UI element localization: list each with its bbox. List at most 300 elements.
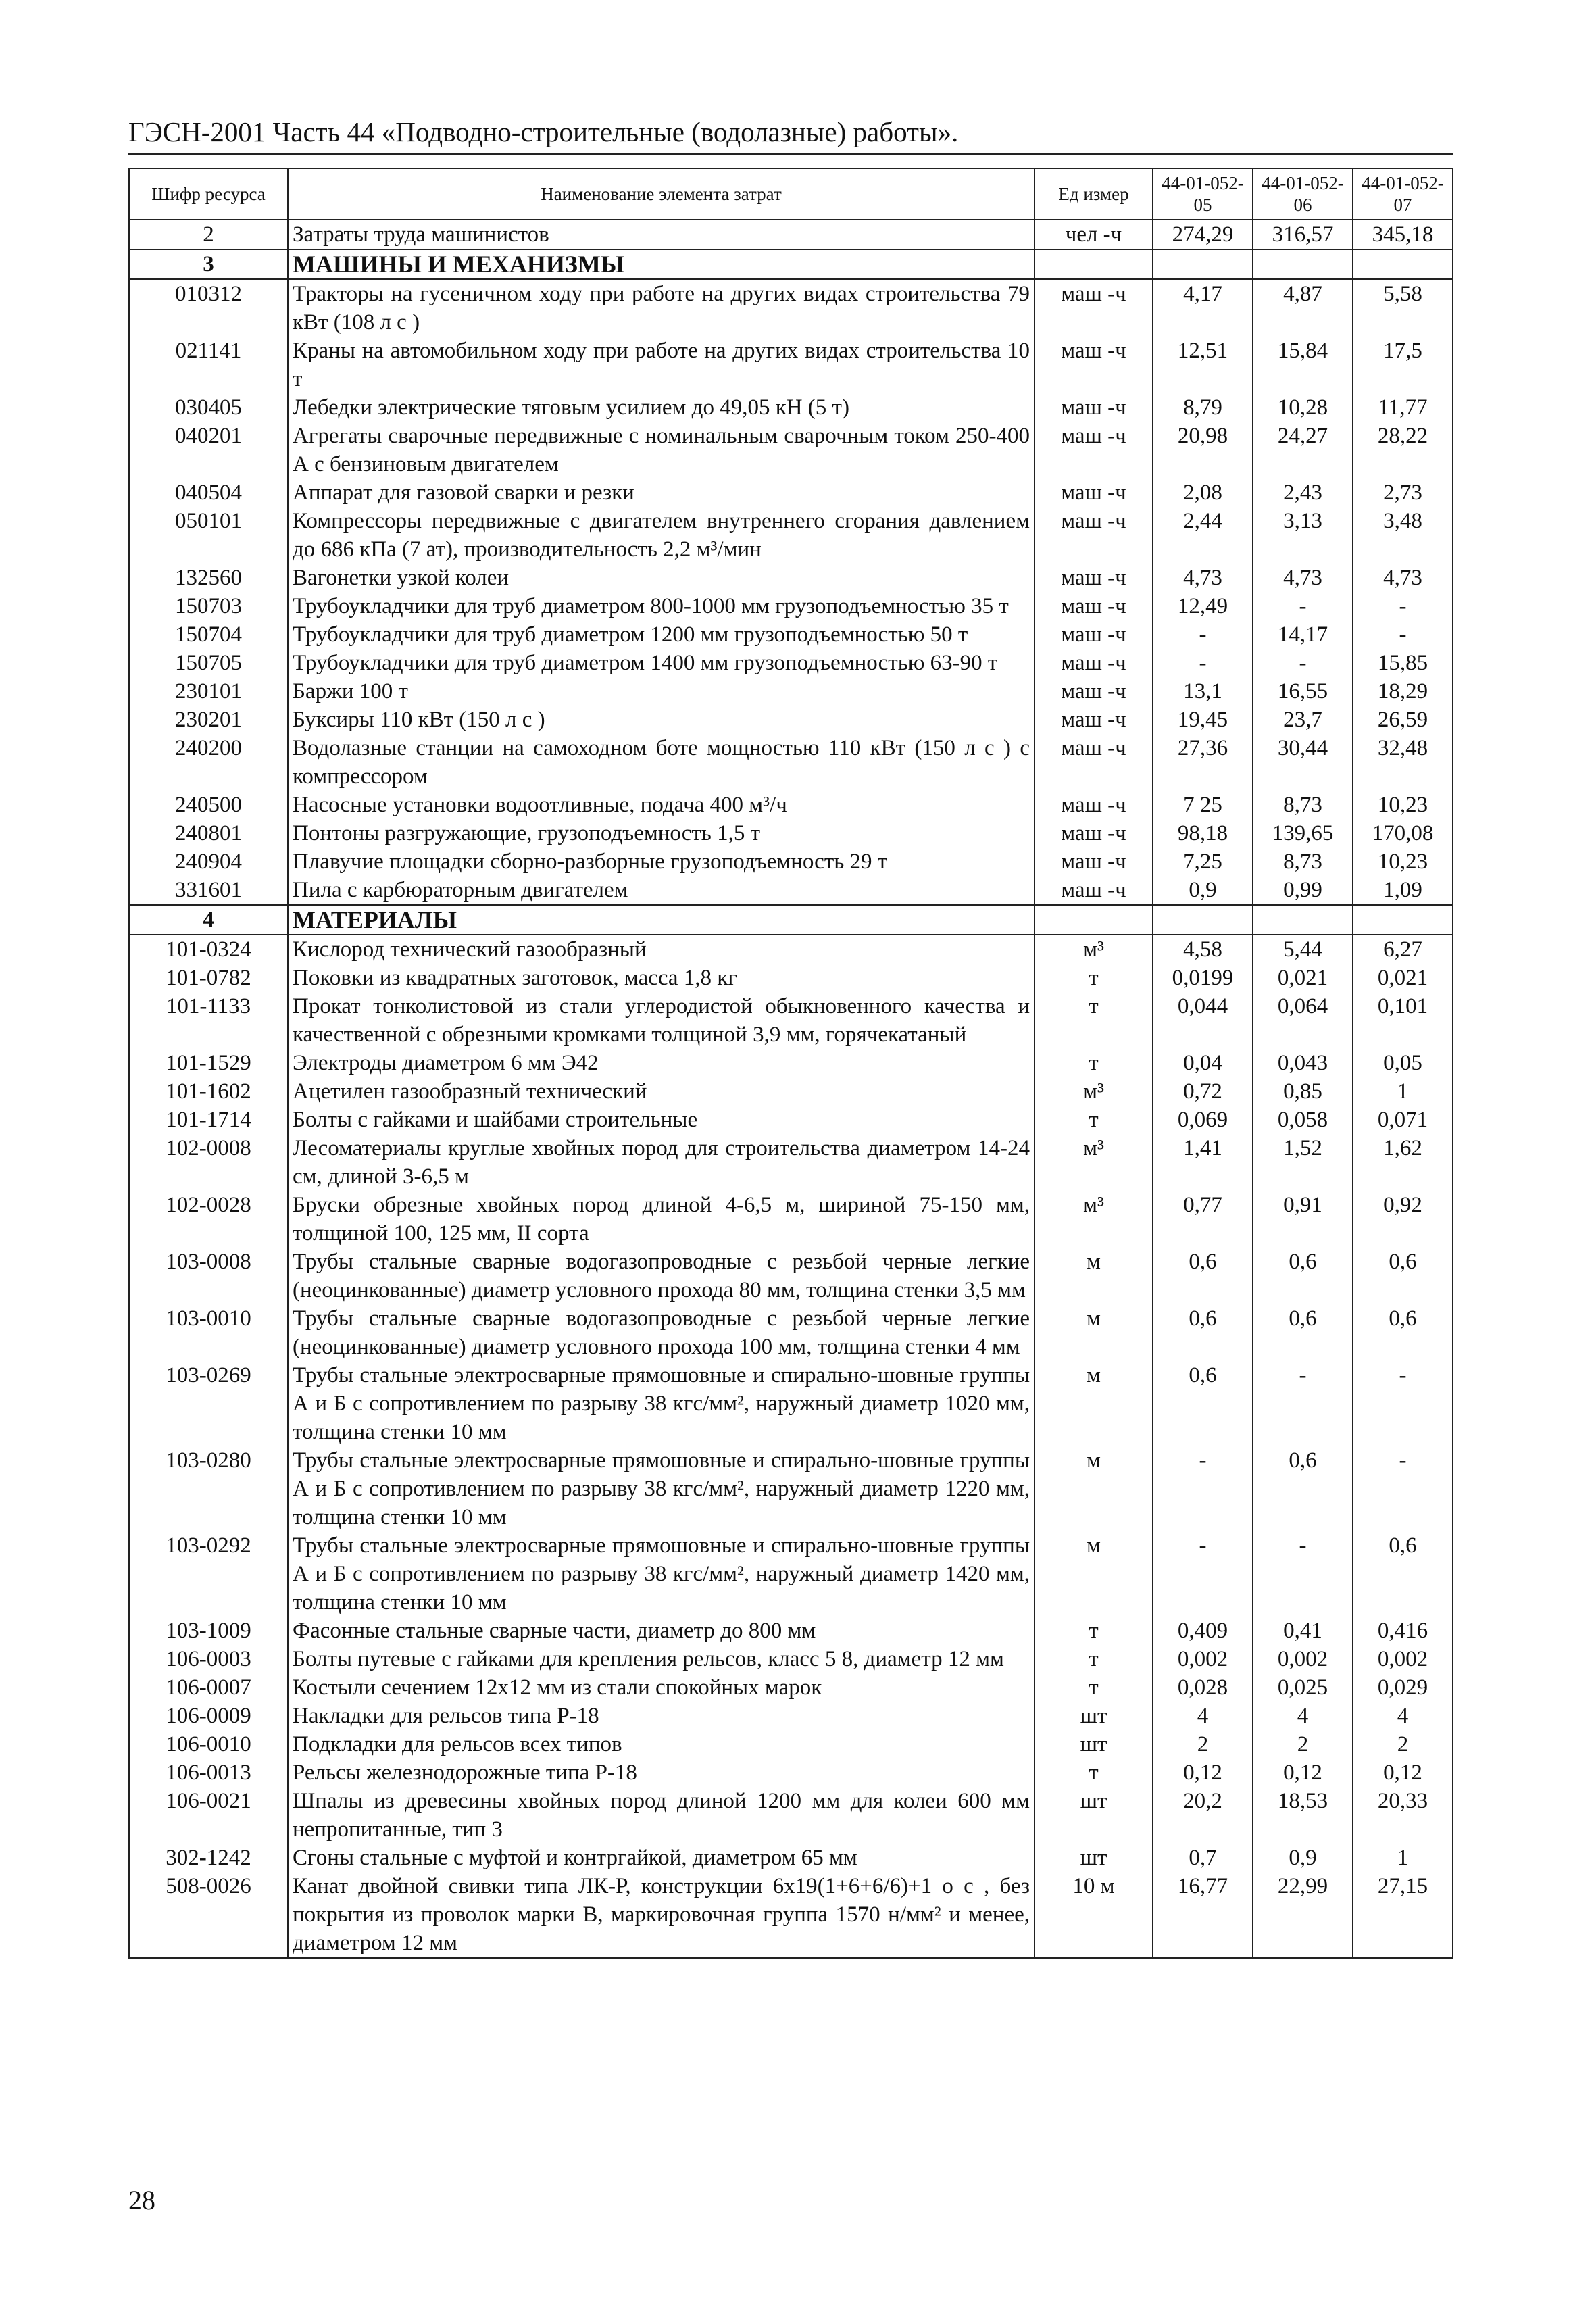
table-row bbox=[129, 1077, 1453, 1106]
cell-v2: - bbox=[1253, 592, 1353, 620]
cell-code: 101-1714 bbox=[129, 1106, 288, 1134]
cell-v1: 27,36 bbox=[1153, 734, 1253, 791]
cell-v3: 15,85 bbox=[1353, 649, 1453, 677]
cell-v1: 19,45 bbox=[1153, 706, 1253, 734]
cell-v1: 4,73 bbox=[1153, 564, 1253, 592]
cell-code: 040201 bbox=[129, 422, 288, 478]
cell-unit: маш -ч bbox=[1034, 706, 1153, 734]
cell-name: Лебедки электрические тяговым усилием до 49,05 кН (5 т) bbox=[288, 393, 1034, 422]
cell-v2: 0,043 bbox=[1253, 1049, 1353, 1077]
cell-code: 103-1009 bbox=[129, 1617, 288, 1645]
cell-v1: 20,2 bbox=[1153, 1787, 1253, 1844]
cell-code: 240801 bbox=[129, 819, 288, 847]
table-row bbox=[129, 847, 1453, 876]
cell-name: Костыли сечением 12х12 мм из стали спокойных марок bbox=[288, 1673, 1034, 1702]
cell-name: МАТЕРИАЛЫ bbox=[288, 905, 1034, 935]
col-header-code: Шифр ресурса bbox=[129, 168, 288, 220]
cell-v2: 0,058 bbox=[1253, 1106, 1353, 1134]
cell-v2: 15,84 bbox=[1253, 337, 1353, 393]
cell-unit: шт bbox=[1034, 1702, 1153, 1730]
table-row bbox=[129, 1758, 1453, 1787]
table-row bbox=[129, 1446, 1453, 1531]
cell-v3: 0,05 bbox=[1353, 1049, 1453, 1077]
cell-v1: 274,29 bbox=[1153, 220, 1253, 249]
cell-v1: 0,6 bbox=[1153, 1361, 1253, 1446]
cell-v3: 1,62 bbox=[1353, 1134, 1453, 1191]
cell-code: 102-0008 bbox=[129, 1134, 288, 1191]
cell-unit: м³ bbox=[1034, 1134, 1153, 1191]
cell-code: 021141 bbox=[129, 337, 288, 393]
cell-unit: т bbox=[1034, 964, 1153, 992]
cell-unit: маш -ч bbox=[1034, 677, 1153, 706]
table-row bbox=[129, 1361, 1453, 1446]
cell-v1: 4 bbox=[1153, 1702, 1253, 1730]
cell-code: 106-0003 bbox=[129, 1645, 288, 1673]
cell-unit: м bbox=[1034, 1304, 1153, 1361]
cell-v2: 0,002 bbox=[1253, 1645, 1353, 1673]
cell-v3: 26,59 bbox=[1353, 706, 1453, 734]
cell-code: 030405 bbox=[129, 393, 288, 422]
cell-unit: м bbox=[1034, 1446, 1153, 1531]
cell-name: Агрегаты сварочные передвижные с номинальным сварочным током 250-400 А с бензиновым двигателем bbox=[288, 422, 1034, 478]
cell-v2: 24,27 bbox=[1253, 422, 1353, 478]
cell-code: 101-0782 bbox=[129, 964, 288, 992]
cell-unit: маш -ч bbox=[1034, 847, 1153, 876]
cell-name: Трубы стальные электросварные прямошовные и спирально-шовные группы А и Б с сопротивлением по разрыву 38 кгс/мм², наружный диаметр 1220 мм, толщина стенки 10 мм bbox=[288, 1446, 1034, 1531]
cell-v3: 1 bbox=[1353, 1077, 1453, 1106]
cell-v1 bbox=[1153, 905, 1253, 935]
cell-v3: 10,23 bbox=[1353, 791, 1453, 819]
cell-v2: - bbox=[1253, 649, 1353, 677]
cell-name: Компрессоры передвижные с двигателем внутреннего сгорания давлением до 686 кПа (7 ат), производительность 2,2 м³/мин bbox=[288, 507, 1034, 564]
cell-unit: маш -ч bbox=[1034, 592, 1153, 620]
cell-v2: 16,55 bbox=[1253, 677, 1353, 706]
cell-code: 040504 bbox=[129, 478, 288, 507]
cell-v1: 0,028 bbox=[1153, 1673, 1253, 1702]
cell-v1: 20,98 bbox=[1153, 422, 1253, 478]
cell-code: 2 bbox=[129, 220, 288, 249]
cell-unit: шт bbox=[1034, 1787, 1153, 1844]
cell-code: 103-0269 bbox=[129, 1361, 288, 1446]
cell-unit: т bbox=[1034, 1645, 1153, 1673]
cell-code: 132560 bbox=[129, 564, 288, 592]
cell-v3: 0,92 bbox=[1353, 1191, 1453, 1248]
table-row bbox=[129, 791, 1453, 819]
cell-v2: 0,99 bbox=[1253, 876, 1353, 905]
cell-v1: 0,409 bbox=[1153, 1617, 1253, 1645]
table-row bbox=[129, 1702, 1453, 1730]
cell-v2: 4,87 bbox=[1253, 279, 1353, 337]
cell-v1: 4,17 bbox=[1153, 279, 1253, 337]
cell-unit: т bbox=[1034, 1617, 1153, 1645]
cell-v2: - bbox=[1253, 1531, 1353, 1617]
cell-code: 331601 bbox=[129, 876, 288, 905]
cell-unit: маш -ч bbox=[1034, 649, 1153, 677]
cell-name: Ацетилен газообразный технический bbox=[288, 1077, 1034, 1106]
cell-v1: 0,72 bbox=[1153, 1077, 1253, 1106]
cell-name: МАШИНЫ И МЕХАНИЗМЫ bbox=[288, 249, 1034, 279]
table-row bbox=[129, 620, 1453, 649]
cell-v3: - bbox=[1353, 620, 1453, 649]
cell-v2: 18,53 bbox=[1253, 1787, 1353, 1844]
cell-v2: 2 bbox=[1253, 1730, 1353, 1758]
cell-unit: 10 м bbox=[1034, 1872, 1153, 1958]
cell-unit: м bbox=[1034, 1248, 1153, 1304]
cell-name: Трубы стальные электросварные прямошовные и спирально-шовные группы А и Б с сопротивлением по разрыву 38 кгс/мм², наружный диаметр 1420 мм, толщина стенки 10 мм bbox=[288, 1531, 1034, 1617]
cell-v2: 0,41 bbox=[1253, 1617, 1353, 1645]
cell-v1: 0,002 bbox=[1153, 1645, 1253, 1673]
cell-name: Насосные установки водоотливные, подача 400 м³/ч bbox=[288, 791, 1034, 819]
table-row bbox=[129, 935, 1453, 964]
cell-name: Канат двойной свивки типа ЛК-Р, конструкции 6х19(1+6+6/6)+1 о с , без покрытия из проволок марки В, маркировочная группа 1570 н/мм² и менее, диаметром 12 мм bbox=[288, 1872, 1034, 1958]
cell-name: Лесоматериалы круглые хвойных пород для строительства диаметром 14-24 см, длиной 3-6,5 м bbox=[288, 1134, 1034, 1191]
table-row bbox=[129, 1645, 1453, 1673]
cell-v1: 0,6 bbox=[1153, 1248, 1253, 1304]
cell-unit: м³ bbox=[1034, 935, 1153, 964]
cell-v1: - bbox=[1153, 1531, 1253, 1617]
cell-v2: 10,28 bbox=[1253, 393, 1353, 422]
cell-name: Затраты труда машинистов bbox=[288, 220, 1034, 249]
cell-name: Болты с гайками и шайбами строительные bbox=[288, 1106, 1034, 1134]
cell-v1: 2 bbox=[1153, 1730, 1253, 1758]
table-row bbox=[129, 1730, 1453, 1758]
cell-unit: маш -ч bbox=[1034, 876, 1153, 905]
table-row bbox=[129, 992, 1453, 1049]
cell-unit: маш -ч bbox=[1034, 478, 1153, 507]
cell-v3: 0,6 bbox=[1353, 1531, 1453, 1617]
cell-name: Трубы стальные сварные водогазопроводные с резьбой черные легкие (неоцинкованные) диаметр условного прохода 80 мм, толщина стенки 3,5 мм bbox=[288, 1248, 1034, 1304]
cell-name: Накладки для рельсов типа Р-18 bbox=[288, 1702, 1034, 1730]
cell-unit: м³ bbox=[1034, 1191, 1153, 1248]
table-row bbox=[129, 564, 1453, 592]
cell-v1: 0,7 bbox=[1153, 1844, 1253, 1872]
cell-v3 bbox=[1353, 905, 1453, 935]
cell-v2: 0,9 bbox=[1253, 1844, 1353, 1872]
cell-v1: 1,41 bbox=[1153, 1134, 1253, 1191]
cell-v1: - bbox=[1153, 1446, 1253, 1531]
cell-v1: 8,79 bbox=[1153, 393, 1253, 422]
cell-v2: - bbox=[1253, 1361, 1353, 1446]
cell-v3: 27,15 bbox=[1353, 1872, 1453, 1958]
cell-v3: 4 bbox=[1353, 1702, 1453, 1730]
cell-v1: 0,069 bbox=[1153, 1106, 1253, 1134]
cell-code: 106-0021 bbox=[129, 1787, 288, 1844]
cell-v3: 0,029 bbox=[1353, 1673, 1453, 1702]
cell-name: Прокат тонколистовой из стали углеродистой обыкновенного качества и качественной с обрезными кромками толщиной 3,9 мм, горячекатаный bbox=[288, 992, 1034, 1049]
cell-unit: чел -ч bbox=[1034, 220, 1153, 249]
cell-name: Подкладки для рельсов всех типов bbox=[288, 1730, 1034, 1758]
cell-name: Трубоукладчики для труб диаметром 1400 мм грузоподъемностью 63-90 т bbox=[288, 649, 1034, 677]
table-row bbox=[129, 592, 1453, 620]
cell-code: 106-0009 bbox=[129, 1702, 288, 1730]
cell-name: Болты путевые с гайками для крепления рельсов, класс 5 8, диаметр 12 мм bbox=[288, 1645, 1034, 1673]
cell-name: Водолазные станции на самоходном боте мощностью 110 кВт (150 л с ) с компрессором bbox=[288, 734, 1034, 791]
cell-name: Шпалы из древесины хвойных пород длиной 1200 мм для колеи 600 мм непропитанные, тип 3 bbox=[288, 1787, 1034, 1844]
table-row bbox=[129, 507, 1453, 564]
cell-v3: 1 bbox=[1353, 1844, 1453, 1872]
cell-v2: 0,025 bbox=[1253, 1673, 1353, 1702]
cell-name: Аппарат для газовой сварки и резки bbox=[288, 478, 1034, 507]
cell-v3: 0,6 bbox=[1353, 1248, 1453, 1304]
cell-name: Фасонные стальные сварные части, диаметр до 800 мм bbox=[288, 1617, 1034, 1645]
cell-v2: 5,44 bbox=[1253, 935, 1353, 964]
cell-v1: 7,25 bbox=[1153, 847, 1253, 876]
cell-v2: 0,6 bbox=[1253, 1304, 1353, 1361]
cell-v3: 170,08 bbox=[1353, 819, 1453, 847]
page-number: 28 bbox=[128, 2185, 155, 2215]
cell-v1: 7 25 bbox=[1153, 791, 1253, 819]
cell-name: Плавучие площадки сборно-разборные грузоподъемность 29 т bbox=[288, 847, 1034, 876]
cell-unit: т bbox=[1034, 1758, 1153, 1787]
section-row bbox=[129, 905, 1453, 935]
cell-v3: 10,23 bbox=[1353, 847, 1453, 876]
cell-v2: 23,7 bbox=[1253, 706, 1353, 734]
cell-unit: т bbox=[1034, 992, 1153, 1049]
cell-unit: т bbox=[1034, 1673, 1153, 1702]
table-row bbox=[129, 1617, 1453, 1645]
table-row bbox=[129, 1844, 1453, 1872]
cell-v1: 0,77 bbox=[1153, 1191, 1253, 1248]
cell-v2: 0,064 bbox=[1253, 992, 1353, 1049]
cell-unit: м³ bbox=[1034, 1077, 1153, 1106]
cell-v2: 316,57 bbox=[1253, 220, 1353, 249]
col-header-name: Наименование элемента затрат bbox=[288, 168, 1034, 220]
cell-v3: 0,071 bbox=[1353, 1106, 1453, 1134]
resource-table bbox=[128, 168, 1453, 1959]
table-row bbox=[129, 478, 1453, 507]
cell-code: 508-0026 bbox=[129, 1872, 288, 1958]
cell-v1 bbox=[1153, 249, 1253, 279]
table-row bbox=[129, 393, 1453, 422]
table-row bbox=[129, 677, 1453, 706]
cell-code: 230101 bbox=[129, 677, 288, 706]
cell-code: 240500 bbox=[129, 791, 288, 819]
cell-unit: маш -ч bbox=[1034, 734, 1153, 791]
cell-v3: 11,77 bbox=[1353, 393, 1453, 422]
cell-v1: - bbox=[1153, 620, 1253, 649]
cell-name: Трубы стальные электросварные прямошовные и спирально-шовные группы А и Б с сопротивлением по разрыву 38 кгс/мм², наружный диаметр 1020 мм, толщина стенки 10 мм bbox=[288, 1361, 1034, 1446]
cell-unit: шт bbox=[1034, 1730, 1153, 1758]
cell-v2 bbox=[1253, 249, 1353, 279]
cell-code: 101-1602 bbox=[129, 1077, 288, 1106]
cell-code: 106-0013 bbox=[129, 1758, 288, 1787]
cell-code: 103-0008 bbox=[129, 1248, 288, 1304]
cell-unit: маш -ч bbox=[1034, 620, 1153, 649]
cell-v2: 0,021 bbox=[1253, 964, 1353, 992]
table-row bbox=[129, 819, 1453, 847]
cell-v3: 0,002 bbox=[1353, 1645, 1453, 1673]
cell-v1: 98,18 bbox=[1153, 819, 1253, 847]
table-row bbox=[129, 422, 1453, 478]
cell-unit: маш -ч bbox=[1034, 279, 1153, 337]
table-row bbox=[129, 964, 1453, 992]
page-header: ГЭСН-2001 Часть 44 «Подводно-строительные (водолазные) работы». bbox=[128, 115, 1453, 155]
table-header-row bbox=[129, 168, 1453, 220]
cell-unit: т bbox=[1034, 1106, 1153, 1134]
table-row bbox=[129, 1673, 1453, 1702]
cell-name: Понтоны разгружающие, грузоподъемность 1,5 т bbox=[288, 819, 1034, 847]
cell-v1: 16,77 bbox=[1153, 1872, 1253, 1958]
cell-v2: 1,52 bbox=[1253, 1134, 1353, 1191]
cell-v3: 2,73 bbox=[1353, 478, 1453, 507]
cell-code: 150703 bbox=[129, 592, 288, 620]
cell-v3: 0,12 bbox=[1353, 1758, 1453, 1787]
cell-v2: 14,17 bbox=[1253, 620, 1353, 649]
cell-code: 101-1133 bbox=[129, 992, 288, 1049]
cell-v1: 4,58 bbox=[1153, 935, 1253, 964]
cell-name: Поковки из квадратных заготовок, масса 1,8 кг bbox=[288, 964, 1034, 992]
cell-unit: маш -ч bbox=[1034, 564, 1153, 592]
cell-name: Рельсы железнодорожные типа Р-18 bbox=[288, 1758, 1034, 1787]
cell-code: 103-0292 bbox=[129, 1531, 288, 1617]
cell-name: Сгоны стальные с муфтой и контргайкой, диаметром 65 мм bbox=[288, 1844, 1034, 1872]
cell-name: Краны на автомобильном ходу при работе на других видах строительства 10 т bbox=[288, 337, 1034, 393]
cell-v2: 2,43 bbox=[1253, 478, 1353, 507]
col-header-052-07: 44-01-052-07 bbox=[1353, 168, 1453, 220]
cell-v2: 0,85 bbox=[1253, 1077, 1353, 1106]
cell-v3: - bbox=[1353, 1361, 1453, 1446]
cell-v1: - bbox=[1153, 649, 1253, 677]
cell-v3: 1,09 bbox=[1353, 876, 1453, 905]
cell-code: 230201 bbox=[129, 706, 288, 734]
cell-v3: 0,101 bbox=[1353, 992, 1453, 1049]
cell-unit: маш -ч bbox=[1034, 507, 1153, 564]
cell-v3: 32,48 bbox=[1353, 734, 1453, 791]
cell-v3: 3,48 bbox=[1353, 507, 1453, 564]
cell-name: Трубоукладчики для труб диаметром 1200 мм грузоподъемностью 50 т bbox=[288, 620, 1034, 649]
table-row bbox=[129, 1248, 1453, 1304]
cell-unit: т bbox=[1034, 1049, 1153, 1077]
col-header-unit: Ед измер bbox=[1034, 168, 1153, 220]
table-row bbox=[129, 876, 1453, 905]
section-row bbox=[129, 249, 1453, 279]
cell-unit: шт bbox=[1034, 1844, 1153, 1872]
cell-v3: 0,021 bbox=[1353, 964, 1453, 992]
table-row bbox=[129, 220, 1453, 249]
cell-unit bbox=[1034, 249, 1153, 279]
cell-v1: 13,1 bbox=[1153, 677, 1253, 706]
cell-code: 3 bbox=[129, 249, 288, 279]
table-row bbox=[129, 1106, 1453, 1134]
table-row bbox=[129, 1191, 1453, 1248]
cell-v2: 139,65 bbox=[1253, 819, 1353, 847]
cell-v1: 0,6 bbox=[1153, 1304, 1253, 1361]
cell-v1: 12,51 bbox=[1153, 337, 1253, 393]
cell-v3: 2 bbox=[1353, 1730, 1453, 1758]
cell-v2: 8,73 bbox=[1253, 847, 1353, 876]
col-header-052-06: 44-01-052-06 bbox=[1253, 168, 1353, 220]
cell-v1: 0,044 bbox=[1153, 992, 1253, 1049]
cell-name: Баржи 100 т bbox=[288, 677, 1034, 706]
cell-code: 150704 bbox=[129, 620, 288, 649]
cell-v3: 28,22 bbox=[1353, 422, 1453, 478]
cell-code: 103-0280 bbox=[129, 1446, 288, 1531]
table-row bbox=[129, 706, 1453, 734]
cell-v1: 0,04 bbox=[1153, 1049, 1253, 1077]
cell-v3: 17,5 bbox=[1353, 337, 1453, 393]
cell-unit: м bbox=[1034, 1361, 1153, 1446]
col-header-052-05: 44-01-052-05 bbox=[1153, 168, 1253, 220]
cell-v2 bbox=[1253, 905, 1353, 935]
cell-v1: 2,08 bbox=[1153, 478, 1253, 507]
cell-name: Вагонетки узкой колеи bbox=[288, 564, 1034, 592]
cell-unit: маш -ч bbox=[1034, 422, 1153, 478]
table-row bbox=[129, 1531, 1453, 1617]
cell-code: 102-0028 bbox=[129, 1191, 288, 1248]
cell-v2: 0,6 bbox=[1253, 1446, 1353, 1531]
cell-code: 010312 bbox=[129, 279, 288, 337]
cell-name: Буксиры 110 кВт (150 л с ) bbox=[288, 706, 1034, 734]
cell-v3 bbox=[1353, 249, 1453, 279]
cell-code: 106-0007 bbox=[129, 1673, 288, 1702]
cell-code: 101-1529 bbox=[129, 1049, 288, 1077]
table-row bbox=[129, 1304, 1453, 1361]
cell-v2: 30,44 bbox=[1253, 734, 1353, 791]
cell-name: Тракторы на гусеничном ходу при работе на других видах строительства 79 кВт (108 л с ) bbox=[288, 279, 1034, 337]
cell-name: Трубы стальные сварные водогазопроводные с резьбой черные легкие (неоцинкованные) диаметр условного прохода 100 мм, толщина стенки 4 мм bbox=[288, 1304, 1034, 1361]
table-row bbox=[129, 279, 1453, 337]
cell-code: 4 bbox=[129, 905, 288, 935]
cell-unit: м bbox=[1034, 1531, 1153, 1617]
cell-v3: 345,18 bbox=[1353, 220, 1453, 249]
cell-v3: 5,58 bbox=[1353, 279, 1453, 337]
table-row bbox=[129, 649, 1453, 677]
cell-code: 302-1242 bbox=[129, 1844, 288, 1872]
table-row bbox=[129, 734, 1453, 791]
cell-name: Кислород технический газообразный bbox=[288, 935, 1034, 964]
cell-v1: 2,44 bbox=[1153, 507, 1253, 564]
cell-unit: маш -ч bbox=[1034, 337, 1153, 393]
cell-v1: 0,0199 bbox=[1153, 964, 1253, 992]
table-row bbox=[129, 1872, 1453, 1958]
cell-code: 150705 bbox=[129, 649, 288, 677]
cell-v3: 0,6 bbox=[1353, 1304, 1453, 1361]
table-row bbox=[129, 1049, 1453, 1077]
cell-v3: 0,416 bbox=[1353, 1617, 1453, 1645]
table-row bbox=[129, 337, 1453, 393]
cell-unit bbox=[1034, 905, 1153, 935]
cell-name: Пила с карбюраторным двигателем bbox=[288, 876, 1034, 905]
cell-unit: маш -ч bbox=[1034, 791, 1153, 819]
cell-v2: 0,6 bbox=[1253, 1248, 1353, 1304]
cell-v3: 6,27 bbox=[1353, 935, 1453, 964]
cell-v2: 8,73 bbox=[1253, 791, 1353, 819]
cell-unit: маш -ч bbox=[1034, 819, 1153, 847]
cell-v2: 3,13 bbox=[1253, 507, 1353, 564]
cell-v3: 4,73 bbox=[1353, 564, 1453, 592]
cell-code: 050101 bbox=[129, 507, 288, 564]
cell-code: 103-0010 bbox=[129, 1304, 288, 1361]
cell-v1: 0,12 bbox=[1153, 1758, 1253, 1787]
cell-name: Бруски обрезные хвойных пород длиной 4-6,5 м, шириной 75-150 мм, толщиной 100, 125 мм, II сорта bbox=[288, 1191, 1034, 1248]
cell-v2: 0,12 bbox=[1253, 1758, 1353, 1787]
cell-unit: маш -ч bbox=[1034, 393, 1153, 422]
cell-code: 240904 bbox=[129, 847, 288, 876]
cell-v2: 0,91 bbox=[1253, 1191, 1353, 1248]
cell-v3: 20,33 bbox=[1353, 1787, 1453, 1844]
cell-v1: 12,49 bbox=[1153, 592, 1253, 620]
table-row bbox=[129, 1134, 1453, 1191]
cell-code: 106-0010 bbox=[129, 1730, 288, 1758]
cell-v3: 18,29 bbox=[1353, 677, 1453, 706]
cell-v3: - bbox=[1353, 592, 1453, 620]
cell-code: 101-0324 bbox=[129, 935, 288, 964]
cell-v2: 4 bbox=[1253, 1702, 1353, 1730]
cell-code: 240200 bbox=[129, 734, 288, 791]
cell-name: Электроды диаметром 6 мм Э42 bbox=[288, 1049, 1034, 1077]
table-row bbox=[129, 1787, 1453, 1844]
cell-name: Трубоукладчики для труб диаметром 800-1000 мм грузоподъемностью 35 т bbox=[288, 592, 1034, 620]
